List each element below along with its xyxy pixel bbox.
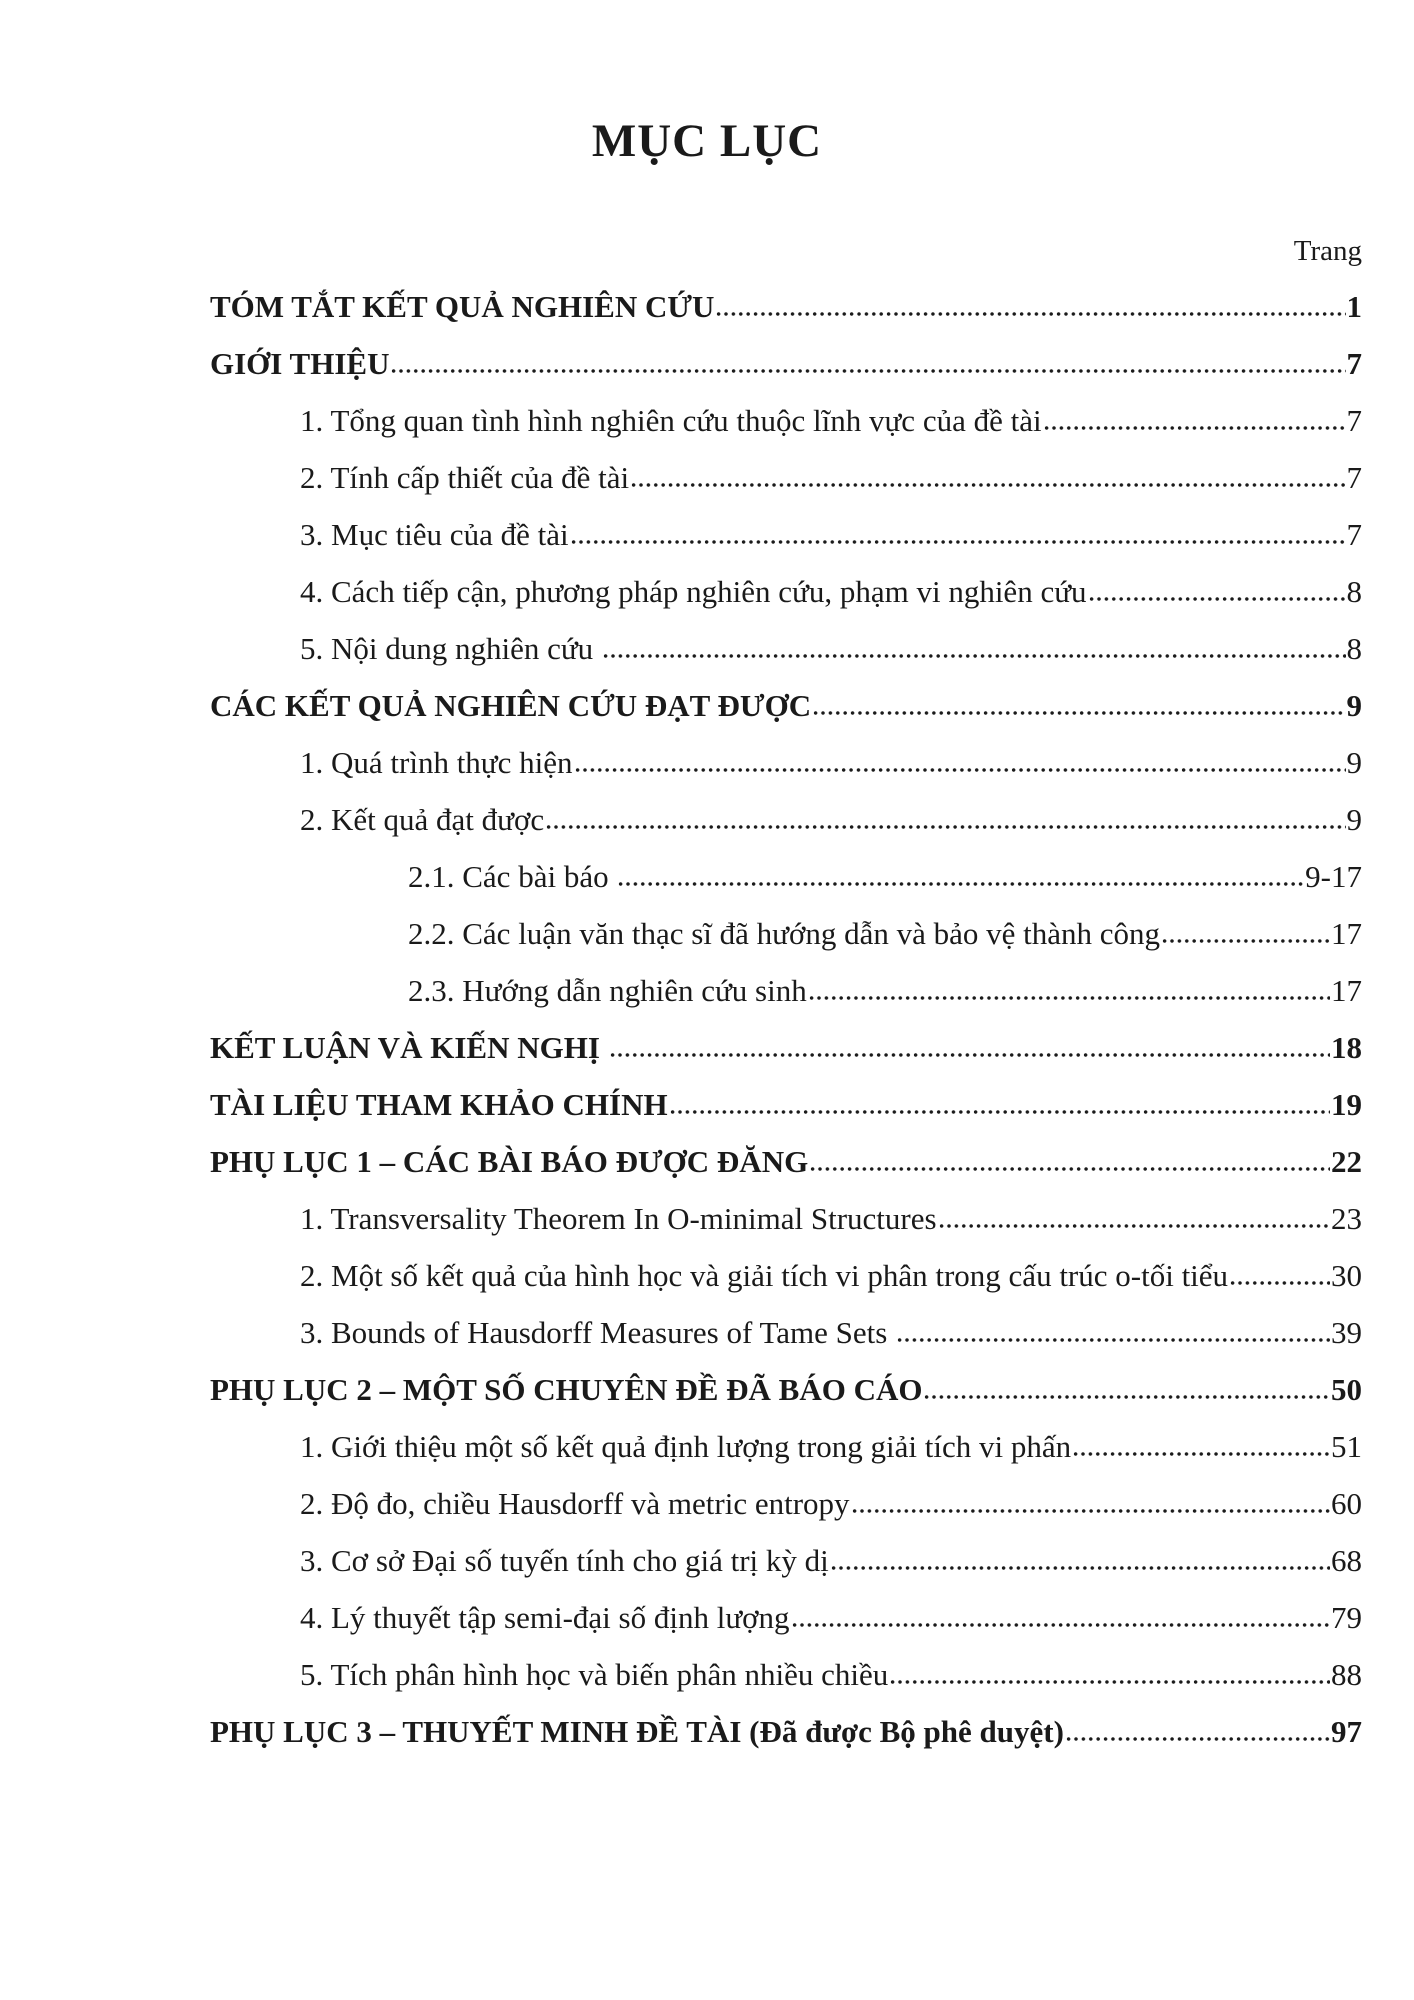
toc-entry-page: 7 xyxy=(1346,403,1362,439)
toc-entry-label: 3. Cơ sở Đại số tuyến tính cho giá trị kỳ dị xyxy=(300,1543,829,1579)
dotted-leader xyxy=(809,995,1330,1001)
toc-entry-page: 9 xyxy=(1346,745,1362,781)
toc-row xyxy=(210,392,1362,449)
dotted-leader xyxy=(716,311,1345,317)
toc-entry-label: KẾT LUẬN VÀ KIẾN NGHỊ xyxy=(210,1030,608,1066)
toc-row xyxy=(210,734,1362,791)
toc-entry-page: 88 xyxy=(1331,1657,1362,1693)
dotted-leader xyxy=(1044,425,1346,431)
toc-entry-page: 50 xyxy=(1331,1372,1362,1408)
dotted-leader xyxy=(1066,1736,1330,1742)
dotted-leader xyxy=(546,824,1345,830)
toc-entry-page: 97 xyxy=(1331,1714,1362,1750)
toc-row xyxy=(210,506,1362,563)
toc-entry-page: 51 xyxy=(1331,1429,1362,1465)
column-header-trang: Trang xyxy=(1293,234,1362,267)
dotted-leader xyxy=(939,1223,1330,1229)
toc-entry-page: 1 xyxy=(1346,289,1362,325)
toc-row xyxy=(210,1703,1362,1760)
toc-entry-label: TÀI LIỆU THAM KHẢO CHÍNH xyxy=(210,1087,668,1123)
toc-entry-label: GIỚI THIỆU xyxy=(210,346,390,382)
toc-row xyxy=(210,905,1362,962)
toc-row xyxy=(210,1532,1362,1589)
dotted-leader xyxy=(810,1166,1330,1172)
toc-entry-label: 2. Tính cấp thiết của đề tài xyxy=(300,460,630,496)
toc-entry-label: 2. Kết quả đạt được xyxy=(300,802,545,838)
toc-entry-page: 39 xyxy=(1331,1315,1362,1351)
toc-entry-label: PHỤ LỤC 2 – MỘT SỐ CHUYÊN ĐỀ ĐÃ BÁO CÁO xyxy=(210,1372,923,1408)
dotted-leader xyxy=(391,368,1345,374)
toc-entry-label: 3. Bounds of Hausdorff Measures of Tame Sets xyxy=(300,1315,896,1351)
toc-row xyxy=(210,962,1362,1019)
toc-row xyxy=(210,1190,1362,1247)
toc-entry-label: 1. Tổng quan tình hình nghiên cứu thuộc lĩnh vực của đề tài xyxy=(300,403,1042,439)
dotted-leader xyxy=(852,1508,1330,1514)
toc-entry-page: 60 xyxy=(1331,1486,1362,1522)
dotted-leader xyxy=(1089,596,1346,602)
toc-entry-label: 2. Một số kết quả của hình học và giải tích vi phân trong cấu trúc o-tối tiểu xyxy=(300,1258,1229,1294)
toc-row xyxy=(210,1589,1362,1646)
dotted-leader xyxy=(618,881,1304,887)
dotted-leader xyxy=(670,1109,1330,1115)
toc-row xyxy=(210,1304,1362,1361)
toc-entry-page: 19 xyxy=(1331,1087,1362,1123)
toc-entry-page: 17 xyxy=(1331,916,1362,952)
toc-entry-page: 7 xyxy=(1346,517,1362,553)
toc-row xyxy=(210,1247,1362,1304)
toc-entry-page: 30 xyxy=(1331,1258,1362,1294)
toc-entry-page: 68 xyxy=(1331,1543,1362,1579)
toc-row xyxy=(210,449,1362,506)
dotted-leader xyxy=(1162,938,1330,944)
toc-entry-page: 18 xyxy=(1331,1030,1362,1066)
toc-entry-label: TÓM TẮT KẾT QUẢ NGHIÊN CỨU xyxy=(210,289,715,325)
toc-entry-page: 23 xyxy=(1331,1201,1362,1237)
dotted-leader xyxy=(603,653,1346,659)
dotted-leader xyxy=(631,482,1345,488)
dotted-leader xyxy=(1073,1451,1330,1457)
toc-entry-label: 4. Cách tiếp cận, phương pháp nghiên cứu, phạm vi nghiên cứu xyxy=(300,574,1087,610)
toc-row xyxy=(210,848,1362,905)
dotted-leader xyxy=(571,539,1346,545)
toc-entry-label: CÁC KẾT QUẢ NGHIÊN CỨU ĐẠT ĐƯỢC xyxy=(210,688,812,724)
toc-entry-page: 9 xyxy=(1346,688,1362,724)
toc-entry-label: 2. Độ đo, chiều Hausdorff và metric entropy xyxy=(300,1486,850,1522)
dotted-leader xyxy=(1230,1280,1330,1286)
toc-entry-label: 2.1. Các bài báo xyxy=(408,859,617,895)
dotted-leader xyxy=(575,767,1346,773)
page-title: MỤC LỤC xyxy=(591,115,823,167)
toc-row xyxy=(210,1418,1362,1475)
dotted-leader xyxy=(897,1337,1330,1343)
dotted-leader xyxy=(610,1052,1330,1058)
toc-entry-page: 79 xyxy=(1331,1600,1362,1636)
toc-entry-label: 5. Nội dung nghiên cứu xyxy=(300,631,601,667)
dotted-leader xyxy=(890,1679,1330,1685)
toc-content xyxy=(0,234,1414,1761)
toc-row xyxy=(210,1133,1362,1190)
toc-row xyxy=(210,791,1362,848)
toc-entry-label: 3. Mục tiêu của đề tài xyxy=(300,517,569,553)
toc-entry-page: 7 xyxy=(1346,346,1362,382)
dotted-leader xyxy=(792,1622,1330,1628)
toc-entry-label: 2.3. Hướng dẫn nghiên cứu sinh xyxy=(408,973,807,1009)
toc-row xyxy=(210,335,1362,392)
toc-list xyxy=(210,278,1362,1760)
toc-entry-label: 1. Transversality Theorem In O-minimal Structures xyxy=(300,1201,937,1237)
toc-row xyxy=(210,278,1362,335)
dotted-leader xyxy=(924,1394,1330,1400)
toc-row xyxy=(210,620,1362,677)
toc-entry-label: 1. Quá trình thực hiện xyxy=(300,745,573,781)
toc-row xyxy=(210,677,1362,734)
toc-entry-page: 8 xyxy=(1346,631,1362,667)
toc-entry-label: 2.2. Các luận văn thạc sĩ đã hướng dẫn và bảo vệ thành công xyxy=(408,916,1161,952)
toc-entry-label: 1. Giới thiệu một số kết quả định lượng trong giải tích vi phấn xyxy=(300,1429,1072,1465)
toc-entry-page: 22 xyxy=(1331,1144,1362,1180)
toc-entry-page: 8 xyxy=(1346,574,1362,610)
toc-entry-page: 9-17 xyxy=(1305,859,1362,895)
toc-row xyxy=(210,1019,1362,1076)
toc-row xyxy=(210,1076,1362,1133)
toc-entry-page: 9 xyxy=(1346,802,1362,838)
toc-entry-label: 5. Tích phân hình học và biến phân nhiều chiều xyxy=(300,1657,889,1693)
toc-row xyxy=(210,1475,1362,1532)
dotted-leader xyxy=(831,1565,1330,1571)
toc-row xyxy=(210,1646,1362,1703)
toc-entry-label: 4. Lý thuyết tập semi-đại số định lượng xyxy=(300,1600,790,1636)
toc-entry-page: 7 xyxy=(1346,460,1362,496)
toc-entry-label: PHỤ LỤC 1 – CÁC BÀI BÁO ĐƯỢC ĐĂNG xyxy=(210,1144,809,1180)
toc-entry-page: 17 xyxy=(1331,973,1362,1009)
toc-entry-label: PHỤ LỤC 3 – THUYẾT MINH ĐỀ TÀI (Đã được Bộ phê duyệt) xyxy=(210,1714,1064,1750)
toc-row xyxy=(210,563,1362,620)
toc-row xyxy=(210,1361,1362,1418)
dotted-leader xyxy=(813,710,1345,716)
